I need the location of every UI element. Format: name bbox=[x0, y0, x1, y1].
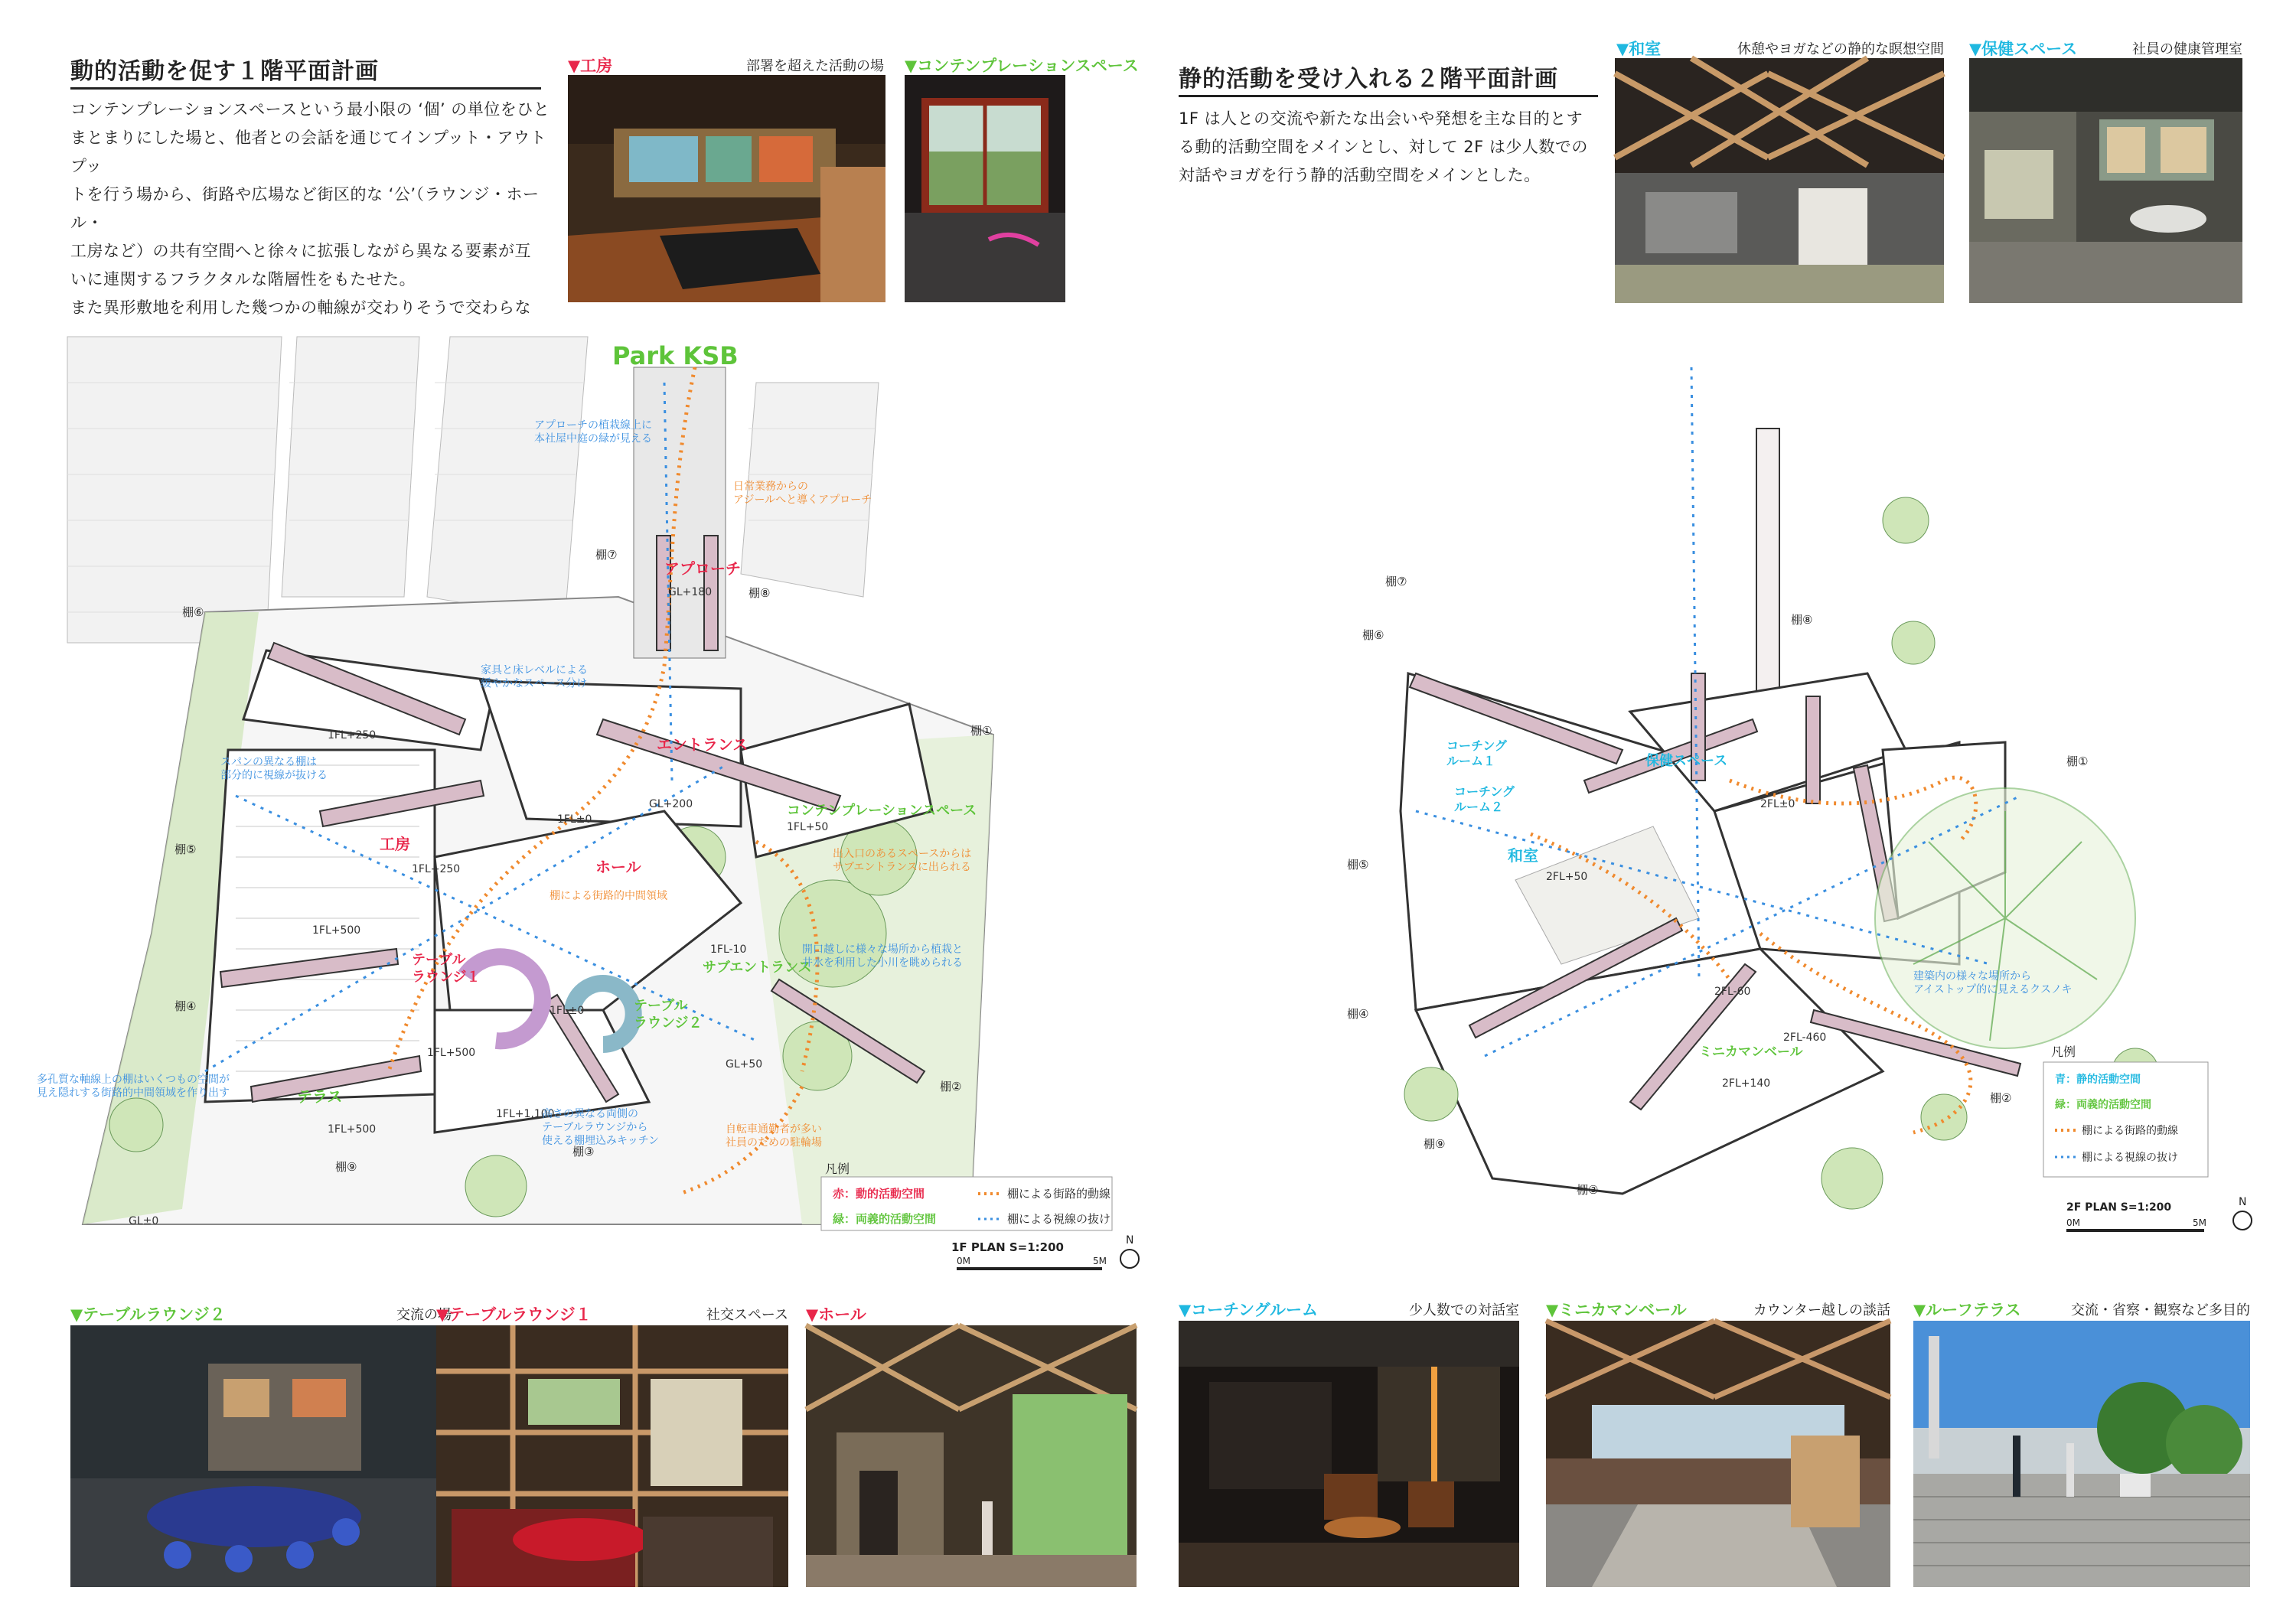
level-label: 1FL+250 bbox=[328, 729, 377, 741]
level-label: 1FL±0 bbox=[557, 813, 592, 826]
room-label-lounge1: テーブルラウンジ１ bbox=[412, 952, 481, 986]
photo-lounge2 bbox=[70, 1325, 452, 1587]
svg-text:棚による街路的動線: 棚による街路的動線 bbox=[2082, 1125, 2178, 1137]
photo-desc-lounge2: 交流の場 bbox=[396, 1307, 452, 1323]
shelf-marker: 棚⑧ bbox=[1791, 613, 1813, 627]
photo-desc-kobo: 部署を超えた活動の場 bbox=[746, 58, 884, 74]
room-label-mini: ミニカマンベール bbox=[1699, 1045, 1803, 1060]
svg-text:0M: 0M bbox=[2066, 1217, 2080, 1228]
photo-caption-washitsu: ▼和室 bbox=[1616, 40, 1662, 58]
note-bicycle: 自転車通勤者が多い社員のための駐輪場 bbox=[726, 1123, 822, 1149]
photo-hoken bbox=[1969, 58, 2242, 303]
note-kitchen: 高さの異なる両側のテーブルラウンジから使える棚埋込みキッチン bbox=[542, 1108, 660, 1147]
shelf-marker: 棚⑦ bbox=[1385, 575, 1407, 588]
photo-desc-roof: 交流・省察・観察など多目的 bbox=[2071, 1302, 2250, 1318]
legend-2f bbox=[2043, 1045, 2208, 1177]
paragraph-line: コンテンプレーションスペースという最小限の ‘個’ の単位をひと bbox=[70, 100, 550, 119]
tree-kusunoki bbox=[1875, 788, 2135, 1048]
shelf-marker: 棚⑦ bbox=[595, 548, 618, 562]
level-label: 2FL-60 bbox=[1714, 986, 1751, 998]
level-label: GL+200 bbox=[649, 798, 693, 810]
shelf-marker: 棚③ bbox=[572, 1145, 595, 1159]
photo-caption-hoken: ▼保健スペース bbox=[1969, 40, 2078, 58]
photo-caption-roof: ▼ルーフテラス bbox=[1913, 1301, 2021, 1319]
north-arrow: N bbox=[1126, 1234, 1134, 1247]
floor-plan-1f bbox=[37, 321, 1139, 1270]
level-label: 1FL+500 bbox=[312, 924, 361, 937]
svg-text:凡例: 凡例 bbox=[825, 1162, 850, 1176]
room-label-hoken: 保健スペース bbox=[1645, 753, 1728, 769]
note-approach-view: アプローチの植栽線上に本社屋中庭の緑が見える bbox=[534, 419, 652, 445]
shelf-marker: 棚① bbox=[970, 724, 993, 738]
photo-desc-mini: カウンター越しの談話 bbox=[1753, 1302, 1890, 1318]
north-arrow: N bbox=[2239, 1196, 2247, 1208]
svg-text:2F PLAN S=1:200: 2F PLAN S=1:200 bbox=[2066, 1201, 2172, 1214]
photo-caption-mini: ▼ミニカマンベール bbox=[1546, 1301, 1687, 1319]
shelf-marker: 棚⑤ bbox=[174, 842, 197, 856]
photo-contemplation bbox=[905, 75, 1065, 302]
note-stream-view: 開口越しに様々な場所から植栽と井水を利用した小川を眺められる bbox=[802, 943, 963, 970]
svg-text:5M: 5M bbox=[1093, 1256, 1107, 1266]
shelf-marker: 棚⑤ bbox=[1347, 858, 1369, 872]
shelf-marker: 棚⑨ bbox=[1424, 1137, 1446, 1151]
photo-lounge1 bbox=[436, 1325, 788, 1587]
paragraph-line: いに連関するフラクタルな階層性をもたせた。 bbox=[70, 270, 416, 288]
room-label-approach: アプローチ bbox=[664, 559, 741, 578]
photo-roof bbox=[1913, 1321, 2250, 1587]
title-rule bbox=[70, 87, 541, 90]
room-label-contemplation: コンテンプレーションスペース bbox=[787, 803, 977, 819]
svg-text:棚による街路的動線: 棚による街路的動線 bbox=[1007, 1187, 1111, 1201]
room-label-coaching2: コーチングルーム２ bbox=[1454, 784, 1515, 814]
shelf-marker: 棚② bbox=[1990, 1091, 2012, 1105]
photo-desc-lounge1: 社交スペース bbox=[706, 1307, 788, 1323]
photo-caption-coaching: ▼コーチングルーム bbox=[1179, 1301, 1319, 1319]
photo-desc-hoken: 社員の健康管理室 bbox=[2132, 41, 2242, 57]
note-street-zone: 棚による街路的中間領域 bbox=[550, 890, 667, 902]
shelf-marker: 棚④ bbox=[174, 999, 197, 1013]
room-label-hall: ホール bbox=[595, 858, 641, 876]
level-label: 2FL+50 bbox=[1546, 871, 1588, 883]
svg-text:0M: 0M bbox=[957, 1256, 970, 1266]
photo-caption-kobo: ▼工房 bbox=[568, 57, 613, 75]
shelf-marker: 棚⑨ bbox=[335, 1160, 357, 1174]
shelf-marker: 棚③ bbox=[1577, 1183, 1599, 1197]
level-label: GL+180 bbox=[668, 586, 713, 598]
note-sub-entrance-access: 出入口のあるスペースからはサブエントランスに出られる bbox=[833, 848, 972, 874]
note-porous-axis: 多孔質な軸線上の棚はいくつもの空間が見え隠れする街路的中間領域を作り出す bbox=[37, 1074, 230, 1100]
photo-coaching bbox=[1179, 1321, 1519, 1587]
level-label: 1FL-10 bbox=[710, 943, 747, 956]
photo-caption-hall: ▼ホール bbox=[806, 1305, 866, 1324]
svg-text:棚による視線の抜け: 棚による視線の抜け bbox=[2082, 1152, 2178, 1164]
level-label: 1FL+50 bbox=[787, 821, 829, 833]
floor-plan-2f bbox=[1332, 383, 2281, 1263]
title-rule bbox=[1179, 95, 1598, 97]
shelf-marker: 棚⑥ bbox=[182, 605, 204, 619]
paragraph-line: まとまりにした場と、他者との会話を通じてインプット・アウトプッ bbox=[70, 129, 547, 175]
level-label: 2FL±0 bbox=[1760, 798, 1795, 810]
photo-caption-contemplation: ▼コンテンプレーションスペース bbox=[905, 57, 1139, 75]
svg-text:凡例: 凡例 bbox=[2051, 1045, 2076, 1059]
intro-paragraph-2f bbox=[1179, 105, 1607, 190]
svg-text:5M: 5M bbox=[2193, 1217, 2206, 1228]
level-label: 1FL+500 bbox=[328, 1123, 377, 1136]
level-label: 1FL+500 bbox=[427, 1047, 476, 1059]
svg-text:緑：両義的活動空間: 緑：両義的活動空間 bbox=[833, 1212, 937, 1226]
paragraph-line: る動的活動空間をメインとし、対して 2F は少人数での bbox=[1179, 138, 1588, 156]
photo-hall bbox=[806, 1325, 1137, 1587]
paragraph-line: 工房など）の共有空間へと徐々に拡張しながら異なる要素が互 bbox=[70, 242, 531, 260]
room-label-kobo: 工房 bbox=[380, 835, 410, 853]
park-ksb-logo: Park KSB bbox=[612, 341, 739, 370]
intro-paragraph-1f bbox=[70, 96, 560, 350]
svg-text:1F PLAN S=1:200: 1F PLAN S=1:200 bbox=[951, 1240, 1064, 1254]
shelf-marker: 棚⑧ bbox=[748, 586, 771, 600]
note-approach-asylum: 日常業務からのアジールへと導くアプローチ bbox=[733, 481, 872, 507]
photo-caption-lounge1: ▼テーブルラウンジ１ bbox=[436, 1305, 592, 1324]
note-furniture-division: 家具と床レベルによる緩やかなスペース分け bbox=[481, 664, 588, 690]
shelf-marker: 棚① bbox=[2066, 754, 2089, 768]
section-title-2f: 静的活動を受け入れる２階平面計画 bbox=[1179, 66, 1558, 93]
paragraph-line: また異形敷地を利用した幾つかの軸線が交わりそうで交わらな bbox=[70, 298, 531, 317]
photo-mini bbox=[1546, 1321, 1890, 1587]
room-label-coaching1: コーチングルーム１ bbox=[1446, 738, 1507, 768]
shelf-marker: 棚⑥ bbox=[1362, 628, 1384, 642]
svg-text:緑：両義的活動空間: 緑：両義的活動空間 bbox=[2055, 1099, 2151, 1111]
photo-desc-coaching: 少人数での対話室 bbox=[1409, 1302, 1519, 1318]
paragraph-line: 1F は人との交流や新たな出会いや発想を主な目的とす bbox=[1179, 109, 1583, 128]
svg-text:赤：動的活動空間: 赤：動的活動空間 bbox=[833, 1187, 925, 1201]
level-label: 1FL+250 bbox=[412, 863, 461, 875]
photo-kobo bbox=[568, 75, 885, 302]
note-kusunoki: 建築内の様々な場所からアイストップ的に見えるクスノキ bbox=[1913, 970, 2073, 996]
photo-desc-washitsu: 休憩やヨガなどの静的な瞑想空間 bbox=[1737, 41, 1944, 57]
paragraph-line: 対話やヨガを行う静的活動空間をメインとした。 bbox=[1179, 166, 1541, 184]
room-label-lounge2: テーブルラウンジ２ bbox=[634, 998, 703, 1031]
level-label: GL+50 bbox=[726, 1058, 763, 1071]
room-label-terrace: テラス bbox=[297, 1087, 343, 1106]
svg-text:青：静的活動空間: 青：静的活動空間 bbox=[2055, 1074, 2141, 1086]
room-label-sub-entrance: サブエントランス bbox=[703, 960, 812, 976]
level-label: 1FL±0 bbox=[550, 1005, 585, 1017]
paragraph-line: トを行う場から、街路や広場など街区的な ‘公’（ラウンジ・ホール・ bbox=[70, 185, 540, 232]
note-shelf-span: スパンの異なる棚は部分的に視線が抜ける bbox=[220, 756, 328, 782]
room-label-washitsu: 和室 bbox=[1508, 846, 1538, 865]
shelf-marker: 棚④ bbox=[1347, 1007, 1369, 1021]
svg-text:棚による視線の抜け: 棚による視線の抜け bbox=[1007, 1212, 1111, 1226]
photo-washitsu bbox=[1615, 58, 1944, 303]
level-label: 2FL+140 bbox=[1722, 1077, 1771, 1090]
photo-caption-lounge2: ▼テーブルラウンジ２ bbox=[70, 1305, 226, 1324]
section-title-1f: 動的活動を促す１階平面計画 bbox=[70, 58, 379, 85]
shelf-marker: 棚② bbox=[940, 1080, 962, 1093]
level-label: GL±0 bbox=[129, 1215, 159, 1227]
room-label-entrance: エントランス bbox=[657, 735, 748, 754]
level-label: 2FL-460 bbox=[1783, 1031, 1827, 1044]
level-label: 1FL+1,100 bbox=[496, 1108, 555, 1120]
